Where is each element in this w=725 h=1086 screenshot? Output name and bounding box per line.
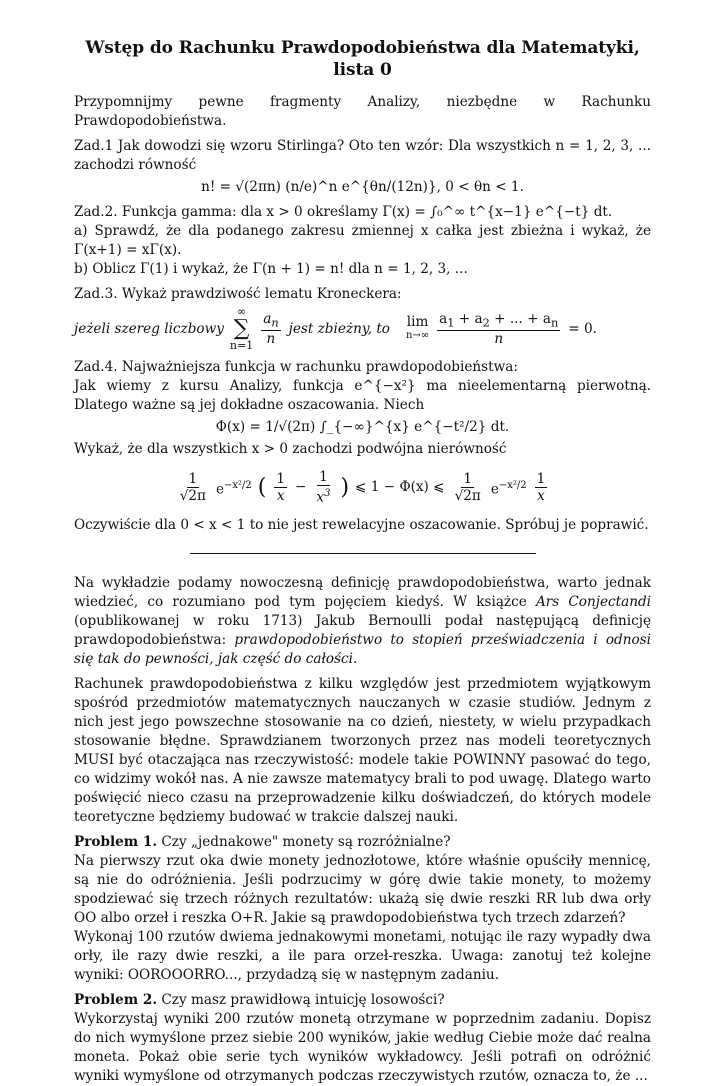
phi-definition: Φ(x) = 1/√(2π) ∫_{−∞}^{x} e^{−t²/2} dt. (215, 419, 510, 435)
page-title: Wstęp do Rachunku Prawdopodobieństwa dla Matematyki, lista 0 (85, 38, 640, 80)
section-divider (190, 553, 536, 554)
exercise-4-text4: Oczywiście dla 0 < x < 1 to nie jest rewelacyjne oszacowanie. Spróbuj je poprawić. (74, 516, 649, 533)
exercise-4 (74, 358, 651, 535)
one-over-x: $\frac{1}{x}$ (276, 470, 286, 504)
problem-2-question: Czy masz prawidłową intuicję losowości? (157, 991, 445, 1008)
problem-1-paragraph-1: Na pierwszy rzut oka dwie monety jednozłotowe, które właśnie opuściły mennicę, są nie do odróżnienia. Jeśli podrzucimy w górę dwie takie monety, to możemy spodziewać się trzech różnych rezultatów: ukażą się dwie reszki RR lub dwa orły OO albo orzeł i reszka O+R. Jakie są prawdopodobieństwa tych trzech zdarzeń? (74, 852, 651, 926)
history-paragraph-2: Rachunek prawdopodobieństwa z kilku względów jest przedmiotem wyjątkowym spośród przedmiotów matematycznych nauczanych w czasie studiów. Jednym z nich jest jego powszechne stosowanie na co dzień, niestety, w wielu przypadkach stosowanie błędne. Sprawdzianem tworzonych przez nas modeli teoretycznych MUSI być otaczająca nas rzeczywistość: modele takie POWINNY pasować do tego, co widzimy wokół nas. A nie zawsze matematycy brali to pod uwagę. Dlatego warto poświęcić nieco czasu na przeprowadzenie kilku doświadczeń, do których modele teoretyczne będziemy budować w trakcie dalszej nauki. (74, 675, 651, 825)
an-over-n: $\frac{a_n}{n}$ (263, 310, 279, 348)
intro-paragraph: Przypomnijmy pewne fragmenty Analizy, niezbędne w Rachunku Prawdopodobieństwa. (74, 94, 651, 129)
kronecker-italic-a: jeżeli szereg liczbowy (74, 320, 224, 337)
double-inequality: $\frac{1}{√2\pi}$ $e^{-x^2/2}$ ( $\frac{1}{x}$ − $\frac{1}{x^3}$ ) ⩽ 1 − Φ(x) ⩽ $\frac{1}{√2\pi}$ $e^{-x^2/2}$ $\frac{1}{x}$ (179, 469, 546, 506)
limit-result: = 0. (568, 320, 597, 337)
exercise-4-text1: Zad.4. Najważniejsza funkcja w rachunku prawdopodobieństwa: (74, 359, 518, 375)
exercise-1-text: Zad.1 Jak dowodzi się wzoru Stirlinga? Oto ten wzór: Dla wszystkich n = 1, 2, 3, ... zachodzi równość (74, 138, 651, 173)
history-paragraph-1: Na wykładzie podamy nowoczesną definicję prawdopodobieństwa, warto jednak wiedzieć, co rozumiano pod tym pojęciem kiedyś. W książce Ars Conjectandi (opublikowanej w roku 1713) Jakub Bernoulli podał następującą definicję prawdopodobieństwa: prawdopodobieństwo to stopień przeświadczenia i odnosi się tak do pewności, jak część do całości. (74, 574, 651, 667)
exercise-3-text: Zad.3. Wykaż prawdziwość lematu Kroneckera: (74, 286, 402, 302)
exercise-4-text3: Wykaż, że dla wszystkich x > 0 zachodzi podwójna nierówność (74, 441, 507, 457)
problem-2-header (74, 991, 651, 1010)
exercise-1 (74, 137, 651, 197)
kronecker-fraction: $\frac{a_1 + a_2 + ... + a_n}{n}$ (439, 310, 559, 348)
one-over-x-right: $\frac{1}{x}$ (536, 470, 546, 504)
one-over-sqrt2pi-right: $\frac{1}{√2\pi}$ (454, 470, 481, 504)
kronecker-lemma (74, 306, 651, 352)
problem-2-paragraph-1: Wykorzystaj wyniki 200 rzutów monetą otrzymane w poprzednim zadaniu. Dopisz do nich wymyślone przez siebie 200 wyników, jakie według Ciebie może dać realna moneta. Pokaż obie serie tych wyników wykładowcy. Jeśli potrafi on odróżnić wyniki wymyślone od otrzymanych podczas rzeczywistych rzutów, oznacza to, że ... (74, 1010, 651, 1084)
exercise-3 (74, 285, 651, 352)
problem-2 (74, 991, 651, 1086)
problem-1-header (74, 833, 651, 852)
bernoulli-definition: prawdopodobieństwo to stopień przeświadczenia i odnosi się tak do pewności, jak część do całości. (74, 631, 651, 667)
problem-1-question: Czy „jednakowe" monety są rozróżnialne? (157, 833, 451, 850)
exercise-2a: a) Sprawdź, że dla podanego zakresu zmiennej x całka jest zbieżna i wykaż, że Γ(x+1) = xΓ(x). (74, 223, 651, 258)
limit-symbol: lim n→∞ (405, 314, 430, 341)
exercise-2 (74, 203, 651, 279)
exercise-2b: b) Oblicz Γ(1) i wykaż, że Γ(n + 1) = n! dla n = 1, 2, 3, ... (74, 261, 468, 277)
book-title: Ars Conjectandi (535, 593, 651, 610)
problem-1-label: Problem 1. (74, 833, 158, 850)
kronecker-italic-b: jest zbieżny, to (288, 320, 390, 337)
problem-1-paragraph-2: Wykonaj 100 rzutów dwiema jednakowymi monetami, notując ile razy wypadły dwa orły, ile razy dwie reszki, a ile para orzeł-reszka. Uwaga: zanotuj też kolejne wyniki: OOROOORRO..., przydadzą się w następnym zadaniu. (74, 928, 651, 983)
stirling-formula: n! = √(2πn) (n/e)^n e^{θn/(12n)}, 0 < θn < 1. (201, 179, 524, 195)
one-over-x-cubed: $\frac{1}{x^3}$ (316, 469, 331, 506)
problem-2-label: Problem 2. (74, 991, 158, 1008)
sum-symbol: ∞ ∑ n=1 (229, 305, 254, 352)
problem-1 (74, 833, 651, 985)
exercise-4-text2: Jak wiemy z kursu Analizy, funkcja e^{−x²} ma nieelementarną pierwotną. Dlatego ważne są jej dokładne oszacowania. Niech (74, 378, 651, 413)
exercise-2-text: Zad.2. Funkcja gamma: dla x > 0 określamy Γ(x) = ∫₀^∞ t^{x−1} e^{−t} dt. (74, 204, 613, 220)
one-over-sqrt2pi-left: $\frac{1}{√2\pi}$ (179, 470, 206, 504)
